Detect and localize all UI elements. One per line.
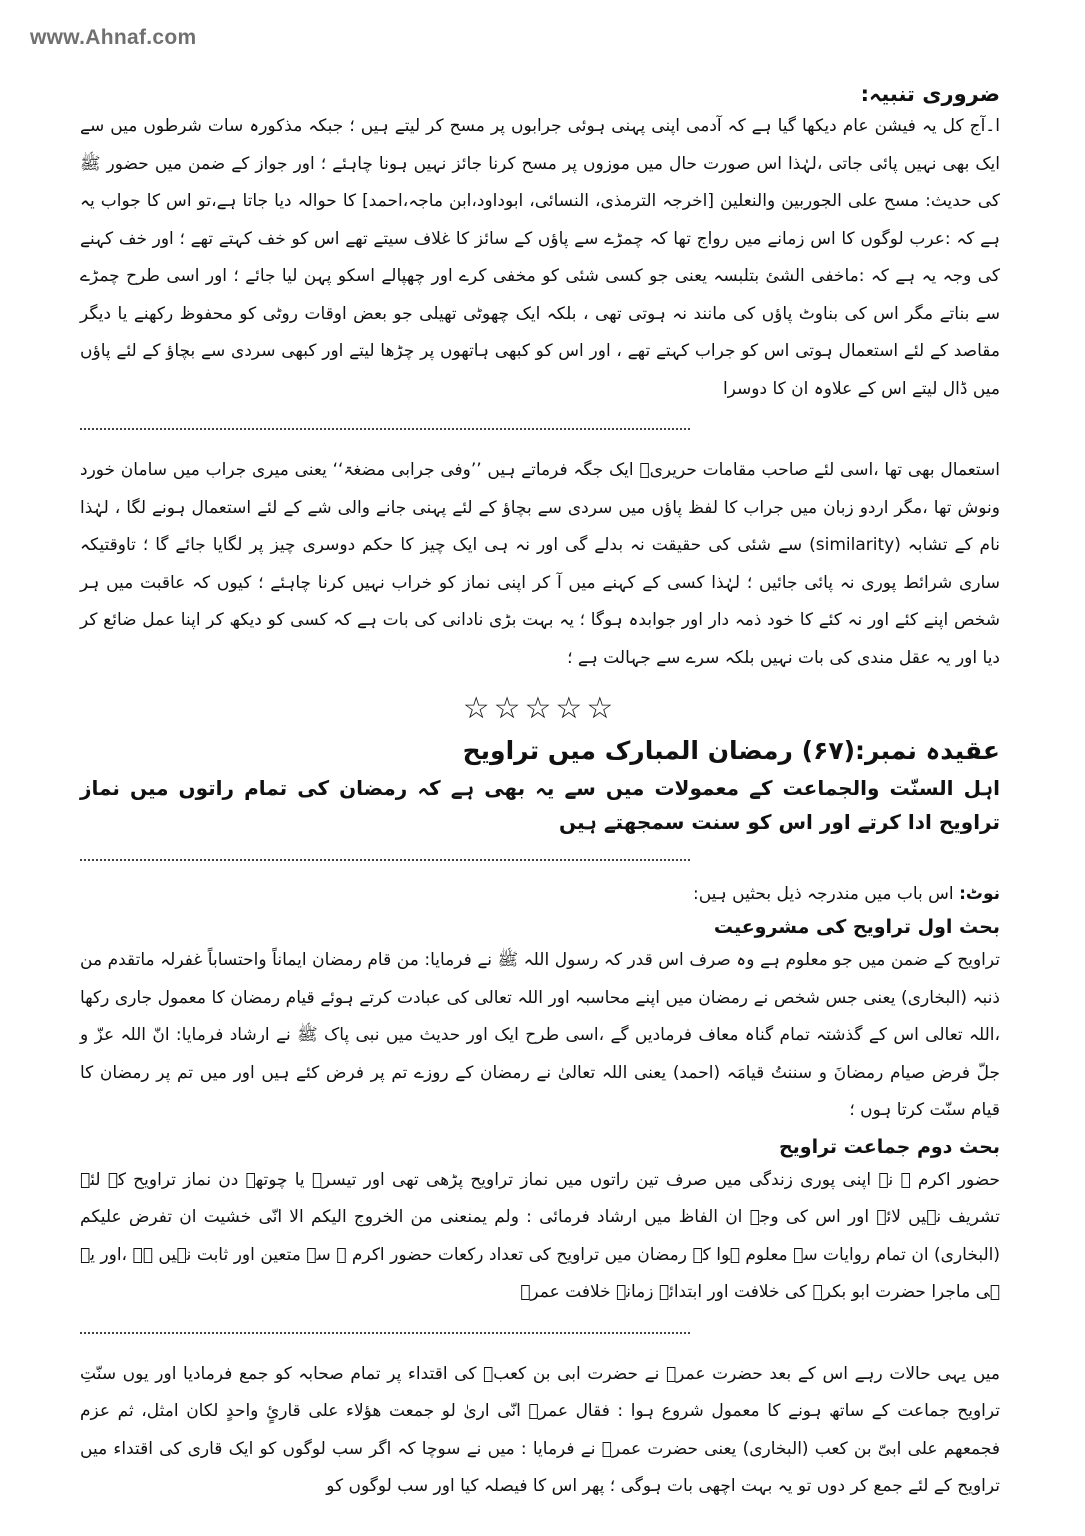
aqeeda-intro: اہل السنّت والجماعت کے معمولات میں سے یہ بھی ہے کہ رمضان کی تمام راتوں میں نماز تراویح ادا کرتے اور اس کو سنت سمجھتے ہیں (80, 776, 1000, 834)
page-break-divider (80, 428, 690, 430)
site-url: www.Ahnaf.com (30, 26, 197, 49)
section2-paragraph-1: حضور اکرم ﷺ نے اپنی پوری زندگی میں صرف تین راتوں میں نماز تراویح پڑھی تھی اور تیسرے یا چوتھے دن نماز تراویح کے لئے تشریف نہیں لائے اور اس کی وجہ ان الفاظ میں ارشاد فرمائی : ولم یمنعنی من الخروج الیکم الا انّی خشیت ان تفرض علیکم (البخاری) ان تمام روایات سے معلوم ہوا کہ رمضان میں تراویح کی تعداد رکعات حضور اکرم ﷺ سے متعین اور ثابت نہیں ہے ،اور یہ ہی ماجرا حضرت ابو بکرؓ کی خلافت اور ابتدائے زمانہ خلافت عمرؓ (80, 1169, 1000, 1302)
document-page (80, 70, 1000, 1506)
section2-heading: بحث دوم جماعت تراویح (778, 1135, 1000, 1158)
page-break-divider (80, 859, 690, 861)
section1-heading: بحث اول تراویح کی مشروعیت (713, 916, 1000, 938)
section2-paragraph-2: میں یہی حالات رہے اس کے بعد حضرت عمرؓ نے حضرت ابی بن کعبؓ کی اقتداء پر تمام صحابہ کو جمع فرمادیا اور یوں سنّتِ تراویح جماعت کے ساتھ ہونے کا معمول شروع ہوا : فقال عمرؓ انّی اریٰ لو جمعت ھؤلاء علی قارئٍ واحدٍ لکان امثل، ثم عزم فجمعھم علی ابیّ بن کعب (البخاری) یعنی حضرت عمرؓ نے فرمایا : میں نے سوچا کہ اگر سب لوگوں کو ایک قاری کی اقتداء میں تراویح کے لئے جمع کر دوں تو یہ بہت اچھی بات ہوگی ؛ پھر اس کا فیصلہ کیا اور سب لوگوں کو (80, 1363, 1000, 1496)
notice-heading: ضروری تنبیہ: (860, 82, 1000, 106)
section1-paragraph: تراویح کے ضمن میں جو معلوم ہے وہ صرف اس قدر کہ رسول اللہ ﷺ نے فرمایا: من قام رمضان ایماناً واحتساباً غفرلہ ماتقدم من ذنبہ (البخاری) یعنی جس شخص نے رمضان میں اپنے محاسبہ اور اللہ تعالی کی عبادت کرتے ہوئے قیام رمضان کا معمول جاری رکھا ،اللہ تعالی اس کے گذشتہ تمام گناہ معاف فرمادیں گے ،اسی طرح ایک اور حدیث میں نبی پاک ﷺ نے ارشاد فرمایا: انّ اللہ عزّ و جلّ فرض صیام رمضانَ و سننتُ قیامَہ (احمد) یعنی اللہ تعالیٰ نے رمضان کے روزے تم پر فرض کئے ہیں اور میں تم پر رمضان کا قیام سنّت کرتا ہوں ؛ (80, 950, 1000, 1120)
aqeeda-title: عقیدہ نمبر:(۶۷) رمضان المبارک میں تراویح (462, 736, 1000, 765)
note-label: نوٹ: (959, 884, 1000, 904)
stars-separator: ☆☆☆☆☆ (462, 691, 618, 726)
notice-paragraph-1: ا۔آج کل یہ فیشن عام دیکھا گیا ہے کہ آدمی اپنی پہنی ہوئی جرابوں پر مسح کر لیتے ہیں ؛ جبکہ مذکورہ سات شرطوں میں سے ایک بھی نہیں پائی جاتی ،لہٰذا اس صورت حال میں موزوں پر مسح کرنا جائز نہیں ہونا چاہئے ؛ اور جواز کے ضمن میں حضور ﷺ کی حدیث: مسح علی الجوربین والنعلین [اخرجہ الترمذی، النسائی، ابوداود،ابن ماجہ،احمد] کا حوالہ دیا جاتا ہے،تو اس کا جواب یہ ہے کہ :عرب لوگوں کا اس زمانے میں رواج تھا کہ چمڑے سے پاؤں کے سائز کا غلاف سیتے تھے اس کو خف کہتے تھے ؛ اور خف کہنے کی وجہ یہ ہے کہ :ماخفی الشئ بتلبسہ یعنی جو کسی شئی کو مخفی کرے اور چھپالے اسکو پہن لیا جائے ؛ اور اسی طرح چمڑے سے بناتے مگر اس کی بناوٹ پاؤں کی مانند نہ ہوتی تھی ، بلکہ ایک چھوٹی تھیلی جو بعض اوقات روٹی کو محفوظ رکھنے یا دیگر مقاصد کے لئے استعمال ہوتی اس کو جراب کہتے تھے ، اور اس کو کبھی ہاتھوں پر چڑھا لیتے اور کبھی سردی سے بچاؤ کے لئے پاؤں میں ڈال لیتے اس کے علاوہ ان کا دوسرا (80, 116, 1000, 399)
page-break-divider (80, 1332, 690, 1334)
notice-paragraph-2: استعمال بھی تھا ،اسی لئے صاحب مقامات حریریؒ ایک جگہ فرماتے ہیں ’’وفی جرابی مضغۃ‘‘ یعنی میری جراب میں سامان خورد ونوش تھا ،مگر اردو زبان میں جراب کا لفظ پاؤں میں سردی سے بچاؤ کے لئے پہنی جانے والی شے کے لئے استعمال ہونے لگا ، لہٰذا نام کے تشابہ (similarity) سے شئی کی حقیقت نہ بدلے گی اور نہ ہی ایک چیز کا حکم دوسری چیز پر لگایا جائے گا ؛ تاوقتیکہ ساری شرائط پوری نہ پائی جائیں ؛ لہٰذا کسی کے کہنے میں آ کر اپنی نماز کو خراب نہیں کرنا چاہئے ؛ کیوں کہ عاقبت میں ہر شخص اپنے کئے اور نہ کئے کا خود ذمہ دار اور جوابدہ ہوگا ؛ یہ بہت بڑی نادانی کی بات ہے کہ کسی کو دیکھ کر اپنا عمل ضائع کر دیا اور یہ عقل مندی کی بات نہیں بلکہ سرے سے جہالت ہے ؛ (80, 460, 1000, 668)
note-line (80, 883, 1000, 904)
note-text: اس باب میں مندرجہ ذیل بحثیں ہیں: (692, 884, 954, 904)
